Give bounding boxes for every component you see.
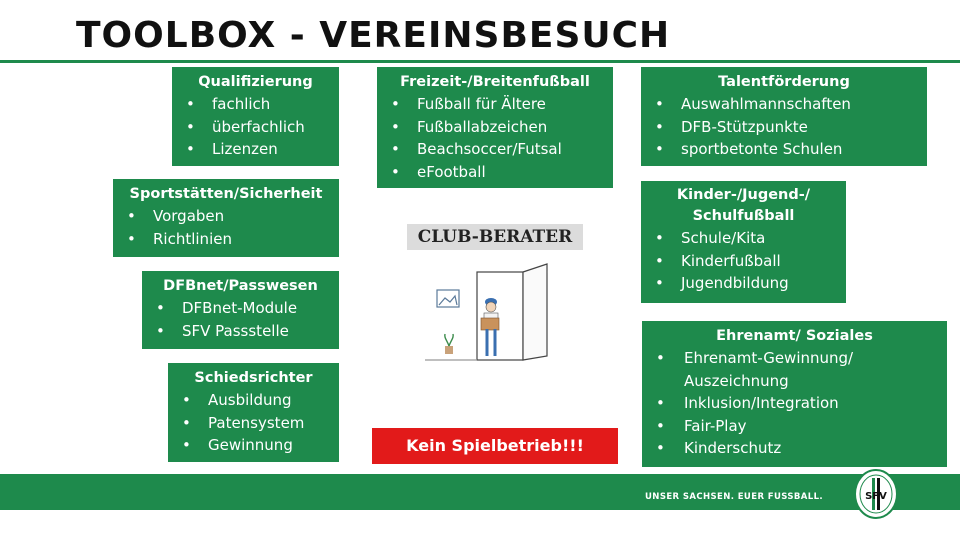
box-ehrenamt-soziales xyxy=(642,321,947,467)
list-item: • Kinderschutz xyxy=(656,439,782,457)
list-item: • DFBnet-Module xyxy=(156,299,298,317)
club-berater-label: CLUB-BERATER xyxy=(407,224,583,250)
box-qualifizierung xyxy=(172,67,339,166)
list-item: • Auswahlmannschaften xyxy=(655,95,851,113)
box-heading: Freizeit-/Breitenfußball xyxy=(400,74,590,90)
box-schiedsrichter xyxy=(168,363,339,462)
page-title: TOOLBOX - VEREINSBESUCH xyxy=(76,15,671,56)
box-heading: Sportstätten/Sicherheit xyxy=(129,186,323,202)
list-item: • Lizenzen xyxy=(186,140,278,158)
list-item: • DFB-Stützpunkte xyxy=(655,117,808,136)
box-heading: Kinder-/Jugend-/ Schulfußball xyxy=(676,187,811,224)
box-heading: Schiedsrichter xyxy=(194,370,313,386)
title-divider xyxy=(0,60,960,63)
sfv-logo xyxy=(853,468,899,520)
box-kinder-jugend-schulfussball xyxy=(641,181,846,303)
list-item: • Richtlinien xyxy=(127,229,232,248)
club-berater-illustration xyxy=(425,260,565,365)
footer-slogan: UNSER SACHSEN. EUER FUSSBALL. xyxy=(645,492,824,502)
box-heading: Talentförderung xyxy=(718,74,850,90)
box-freizeit-breitenfussball xyxy=(377,67,613,188)
plant-icon xyxy=(445,334,453,354)
list-item: • Inklusion/Integration xyxy=(656,394,839,412)
box-heading: Qualifizierung xyxy=(198,74,313,90)
list-item: • Patensystem xyxy=(182,413,305,432)
list-item: • sportbetonte Schulen xyxy=(655,140,843,158)
list-item: • Gewinnung xyxy=(182,436,293,454)
box-talentfoerderung xyxy=(641,67,927,166)
list-item: • Vorgaben xyxy=(127,207,225,225)
list-item: • SFV Passstelle xyxy=(156,321,289,340)
list-item: • Fair-Play xyxy=(656,416,747,435)
svg-text:SFV: SFV xyxy=(865,491,887,502)
list-item: • Kinderfußball xyxy=(655,251,781,270)
person-icon xyxy=(481,298,499,356)
box-sportstaetten-sicherheit xyxy=(113,179,339,257)
box-heading: DFBnet/Passwesen xyxy=(163,278,318,294)
list-item: • Jugendbildung xyxy=(655,274,789,292)
list-item: • eFootball xyxy=(391,162,486,181)
list-item: • Ausbildung xyxy=(182,391,292,409)
box-heading: Ehrenamt/ Soziales xyxy=(716,328,873,344)
list-item: • Beachsoccer/Futsal xyxy=(391,140,562,158)
list-item: • Fußball für Ältere xyxy=(391,95,546,113)
list-item: • Ehrenamt-Gewinnung/ Auszeichnung xyxy=(656,349,854,390)
list-item: • Schule/Kita xyxy=(655,229,766,247)
list-item: • überfachlich xyxy=(186,117,305,136)
warning-kein-spielbetrieb: Kein Spielbetrieb!!! xyxy=(372,428,618,464)
list-item: • Fußballabzeichen xyxy=(391,117,548,136)
list-item: • fachlich xyxy=(186,95,271,113)
box-dfbnet-passwesen xyxy=(142,271,339,349)
